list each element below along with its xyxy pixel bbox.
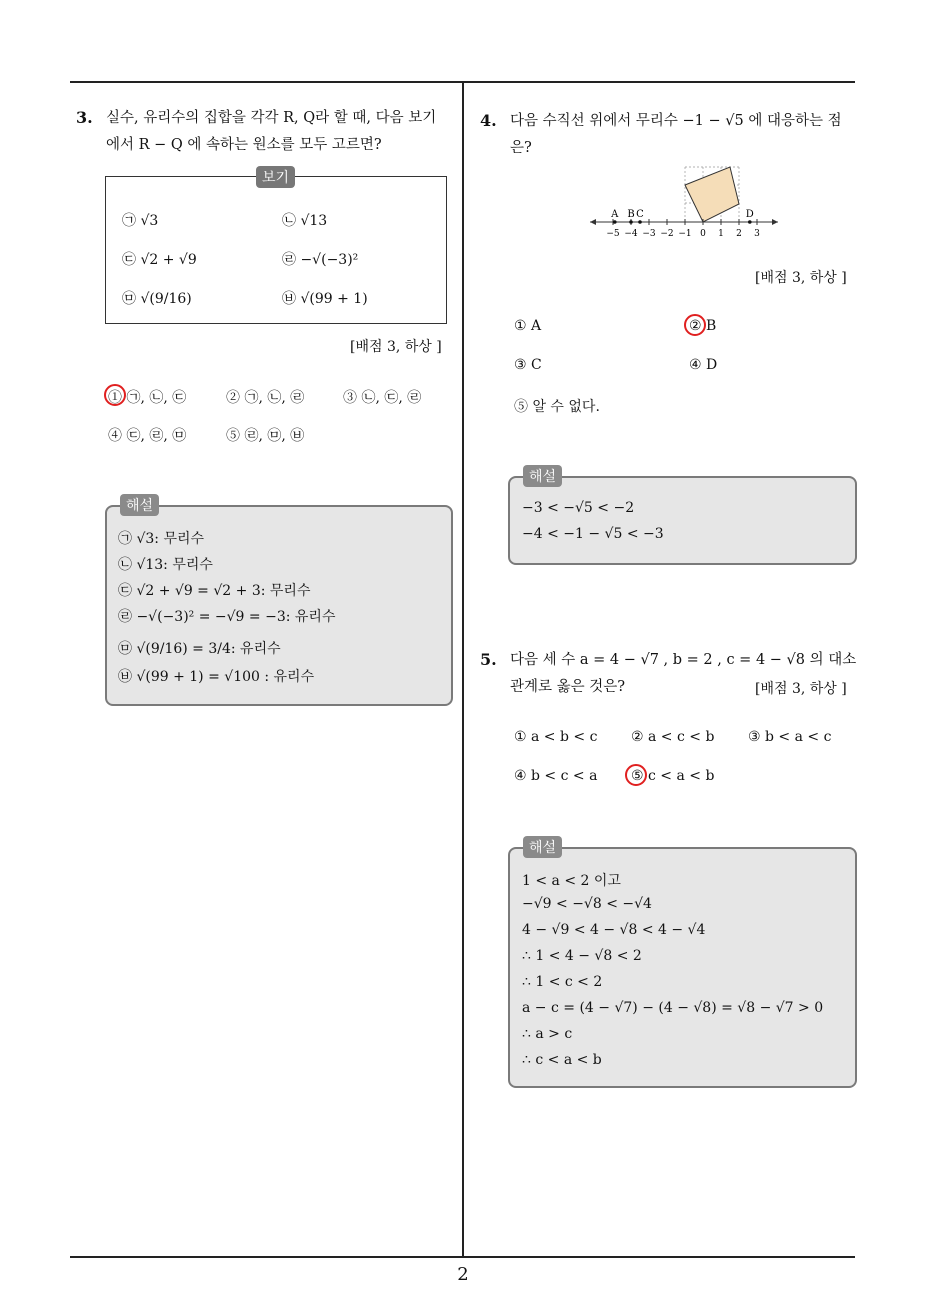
q3-line1: 실수, 유리수의 집합을 각각 R, Q라 할 때, 다음 보기 [106,110,437,126]
bottom-rule [70,1256,855,1258]
point-label: B [627,209,635,220]
bogi-item-2: ㉡ √13 [282,213,328,229]
q5-choice-2[interactable]: ② a < c < b [631,729,715,745]
q3-solution-line: ㉤ √(9/16) = 3/4: 유리수 [118,641,281,657]
number-line-figure [586,165,782,243]
q4-solution-box [508,476,857,565]
q4-solution-line: −3 < −√5 < −2 [522,500,635,516]
tick-label: −1 [678,229,692,239]
q3-choice-3[interactable]: ③ ㉡, ㉢, ㉣ [343,390,422,406]
answer-mark-icon [104,384,126,406]
q3-number: 3. [76,108,93,127]
tick-label: 2 [736,229,742,239]
q4-score: [배점 3, 하상 ] [755,270,847,286]
answer-mark-icon [625,764,647,786]
q3-choice-5[interactable]: ⑤ ㉣, ㉤, ㉥ [226,428,305,444]
q4-choice-4[interactable]: ④ D [689,357,718,373]
tick-label: −4 [624,229,638,239]
tick-label: 0 [700,229,706,239]
point-dot [638,220,642,224]
answer-mark-icon [684,314,706,336]
q4-choice-3[interactable]: ③ C [514,357,542,373]
q3-solution-line: ㉥ √(99 + 1) = √100 : 유리수 [118,669,315,685]
q3-score: [배점 3, 하상 ] [350,339,442,355]
q5-choice-4[interactable]: ④ b < c < a [514,768,598,784]
q4-solution-label: 해설 [523,465,562,487]
q5-solution-line: −√9 < −√8 < −√4 [522,896,652,912]
q3-choice-4[interactable]: ④ ㉢, ㉣, ㉤ [108,428,187,444]
q5-solution-line: 4 − √9 < 4 − √8 < 4 − √4 [522,922,706,938]
q3-choice-2[interactable]: ② ㉠, ㉡, ㉣ [226,390,305,406]
q5-choice-1[interactable]: ① a < b < c [514,729,598,745]
q4-line2: 은? [510,140,532,156]
point-dot [748,220,752,224]
bogi-item-5: ㉤ √(9/16) [122,291,192,307]
q4-choice-5[interactable]: ⑤ 알 수 없다. [514,399,600,415]
q3-line2: 에서 R − Q 에 속하는 원소를 모두 고르면? [106,137,382,153]
bogi-item-4: ㉣ −√(−3)² [282,252,359,268]
q3-solution-line: ㉣ −√(−3)² = −√9 = −3: 유리수 [118,609,336,625]
q5-number: 5. [480,650,497,669]
tick-label: 1 [718,229,724,239]
q5-line1: 다음 세 수 a = 4 − √7 , b = 2 , c = 4 − √8 의 대소 [510,652,857,668]
q5-solution-line: ∴ 1 < 4 − √8 < 2 [522,948,642,964]
q3-solution-line: ㉢ √2 + √9 = √2 + 3: 무리수 [118,583,311,599]
q4-number: 4. [480,111,497,130]
q4-solution-line: −4 < −1 − √5 < −3 [522,526,664,542]
point-label: C [636,209,644,220]
q3-solution-line: ㉡ √13: 무리수 [118,557,213,573]
bogi-item-1: ㉠ √3 [122,213,159,229]
q5-choice-5[interactable]: ⑤ c < a < b [631,768,715,784]
q5-solution-label: 해설 [523,836,562,858]
q4-line1: 다음 수직선 위에서 무리수 −1 − √5 에 대응하는 점 [510,113,842,129]
tick-label: −3 [642,229,656,239]
point-label: A [611,209,619,220]
point-dot [613,220,617,224]
point-label: D [745,209,754,220]
point-dot [629,220,633,224]
q5-solution-line: ∴ c < a < b [522,1052,602,1068]
q4-choice-1[interactable]: ① A [514,318,542,334]
q5-solution-line: ∴ 1 < c < 2 [522,974,603,990]
q5-solution-line: 1 < a < 2 이고 [522,873,621,889]
q4-choice-2[interactable]: ② B [689,318,717,334]
page-number: 2 [457,1264,469,1285]
bogi-item-3: ㉢ √2 + √9 [122,252,197,268]
q3-solution-line: ㉠ √3: 무리수 [118,531,205,547]
q5-solution-line: a − c = (4 − √7) − (4 − √8) = √8 − √7 > 0 [522,1000,824,1016]
q3-choice-1[interactable]: ① ㉠, ㉡, ㉢ [108,390,187,406]
q5-score: [배점 3, 하상 ] [755,681,847,697]
bogi-item-6: ㉥ √(99 + 1) [282,291,368,307]
q5-choice-3[interactable]: ③ b < a < c [748,729,832,745]
tick-label: 3 [754,229,760,239]
tick-label: −5 [606,229,620,239]
q5-line2: 관계로 옳은 것은? [510,679,626,695]
q5-solution-line: ∴ a > c [522,1026,573,1042]
tick-label: −2 [660,229,674,239]
bogi-label: 보기 [256,166,295,188]
q3-solution-label: 해설 [120,494,159,516]
column-divider [462,83,464,1256]
